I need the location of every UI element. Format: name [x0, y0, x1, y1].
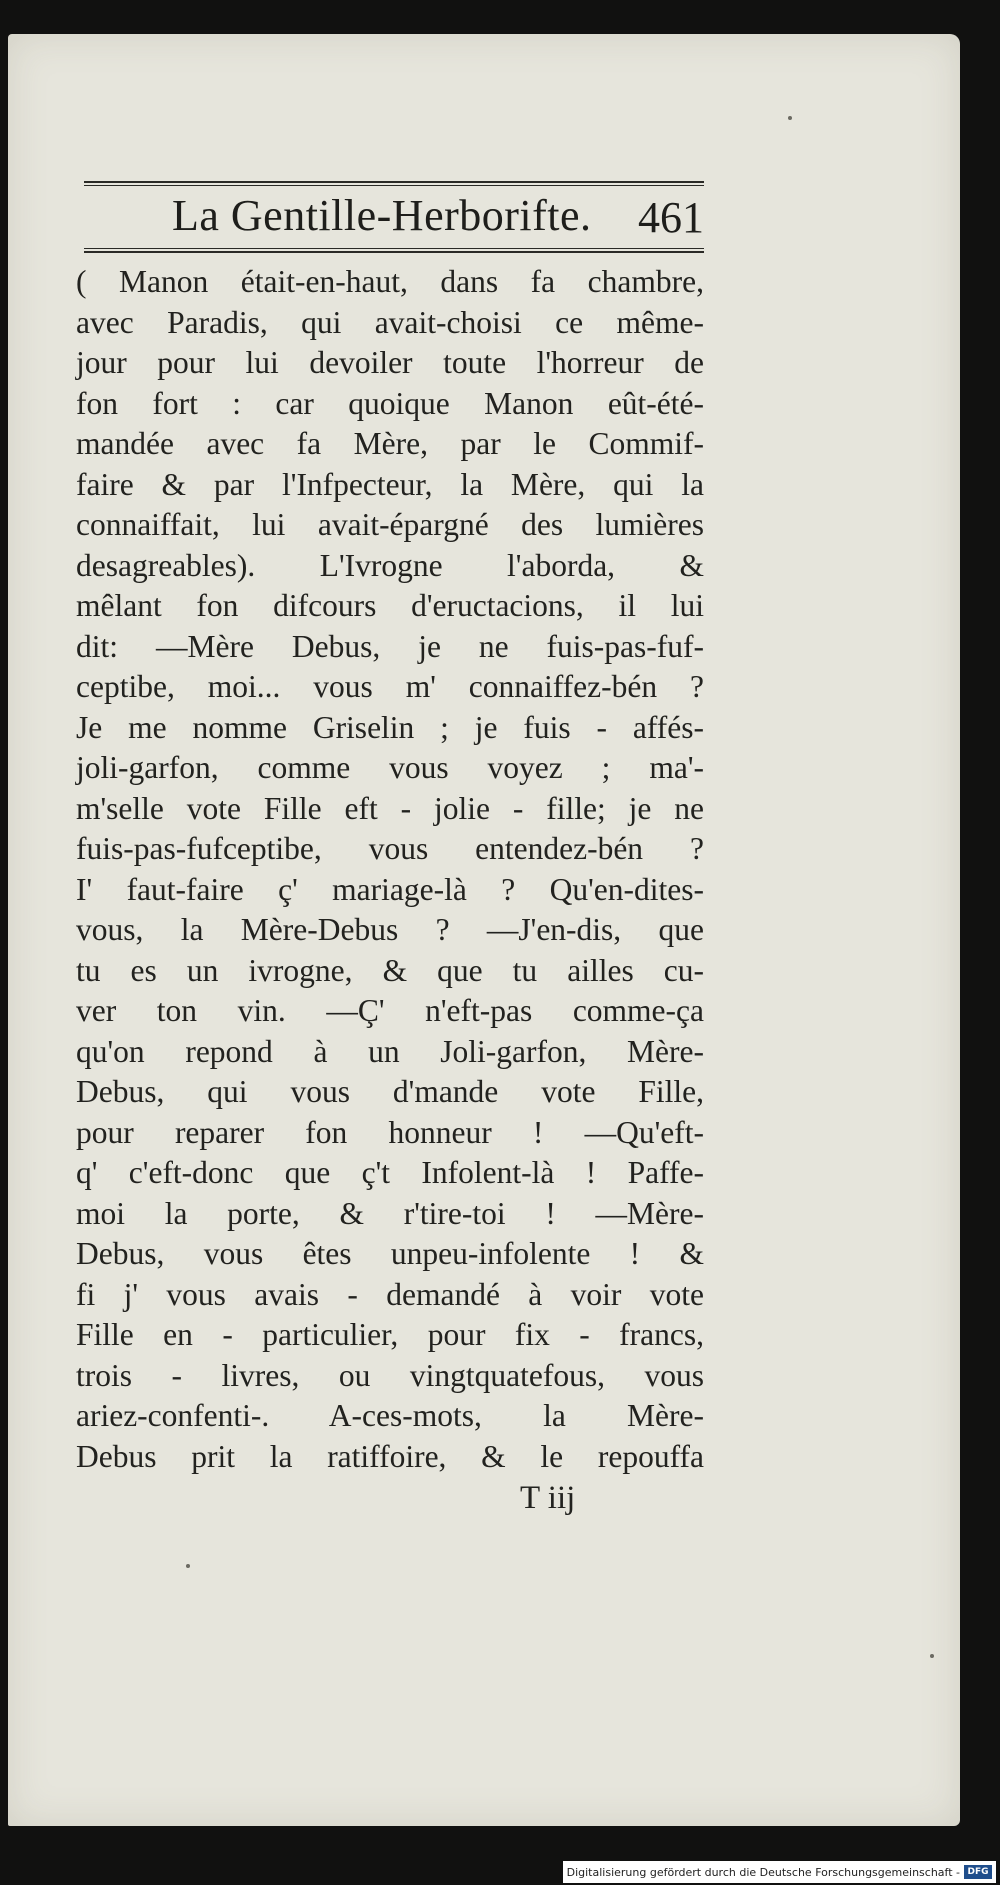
text-line: fon fort : car quoique Manon eût-été-	[76, 385, 704, 421]
text-line: connaiffait, lui avait-épargné des lumières	[76, 507, 704, 542]
header-rule-top	[84, 181, 704, 186]
digitization-credit	[563, 1861, 996, 1883]
text-line: Debus, qui vous d'mande vote Fille,	[76, 1074, 704, 1109]
page-number: 461	[638, 193, 704, 242]
text-line: mêlant fon difcours d'eructacions, il lui	[76, 588, 704, 623]
text-line: fuis-pas-fufceptibe, vous entendez-bén ?	[76, 831, 704, 866]
text-line: dit: —Mère Debus, je ne fuis-pas-fuf-	[76, 628, 704, 664]
text-line: ver ton vin. —Ç' n'eft-pas comme-ça	[76, 993, 704, 1028]
text-line: ( Manon était-en-haut, dans fa chambre,	[76, 264, 704, 299]
paper-speck	[788, 116, 792, 120]
text-line: avec Paradis, qui avait-choisi ce même-	[76, 304, 704, 340]
text-line: trois - livres, ou vingtquatefous, vous	[76, 1357, 704, 1393]
text-line: pour reparer fon honneur ! —Qu'eft-	[76, 1114, 704, 1150]
header-rule-bottom	[84, 248, 704, 253]
text-line: joli-garfon, comme vous voyez ; ma'-	[76, 750, 704, 785]
text-line: tu es un ivrogne, & que tu ailles cu-	[76, 952, 704, 988]
text-line: Je me nomme Griselin ; je fuis - affés-	[76, 709, 704, 745]
text-line: Debus prit la ratiffoire, & le repouffa	[76, 1438, 704, 1474]
text-line: jour pour lui devoiler toute l'horreur de	[76, 345, 704, 380]
paper-speck	[186, 1564, 190, 1568]
text-line: I' faut-faire ç' mariage-là ? Qu'en-dites-	[76, 871, 704, 907]
text-line: m'selle vote Fille eft - jolie - fille; je ne	[76, 790, 704, 826]
running-title: La Gentille-Herborifte.	[172, 191, 592, 240]
running-header	[84, 170, 704, 260]
text-line: Fille en - particulier, pour fix - francs,	[76, 1317, 704, 1352]
text-line: mandée avec fa Mère, par le Commif-	[76, 426, 704, 461]
body-text	[76, 262, 704, 1477]
text-line: desagreables). L'Ivrogne l'aborda, &	[76, 547, 704, 583]
credit-text: Digitalisierung gefördert durch die Deutsche Forschungsgemeinschaft -	[566, 1865, 960, 1879]
dfg-logo-icon: DFG	[964, 1865, 992, 1879]
text-line: Debus, vous êtes unpeu-infolente ! &	[76, 1236, 704, 1271]
text-line: moi la porte, & r'tire-toi ! —Mère-	[76, 1195, 704, 1231]
text-line: fi j' vous avais - demandé à voir vote	[76, 1276, 704, 1312]
text-line: qu'on repond à un Joli-garfon, Mère-	[76, 1033, 704, 1069]
paper-speck	[930, 1654, 934, 1658]
text-line: q' c'eft-donc que ç't Infolent-là ! Paffe-	[76, 1155, 704, 1190]
catchword: T iij	[520, 1480, 576, 1516]
text-line: vous, la Mère-Debus ? —J'en-dis, que	[76, 912, 704, 947]
text-line: ariez-confenti-. A-ces-mots, la Mère-	[76, 1398, 704, 1433]
text-line: faire & par l'Infpecteur, la Mère, qui la	[76, 466, 704, 502]
text-line: ceptibe, moi... vous m' connaiffez-bén ?	[76, 669, 704, 704]
